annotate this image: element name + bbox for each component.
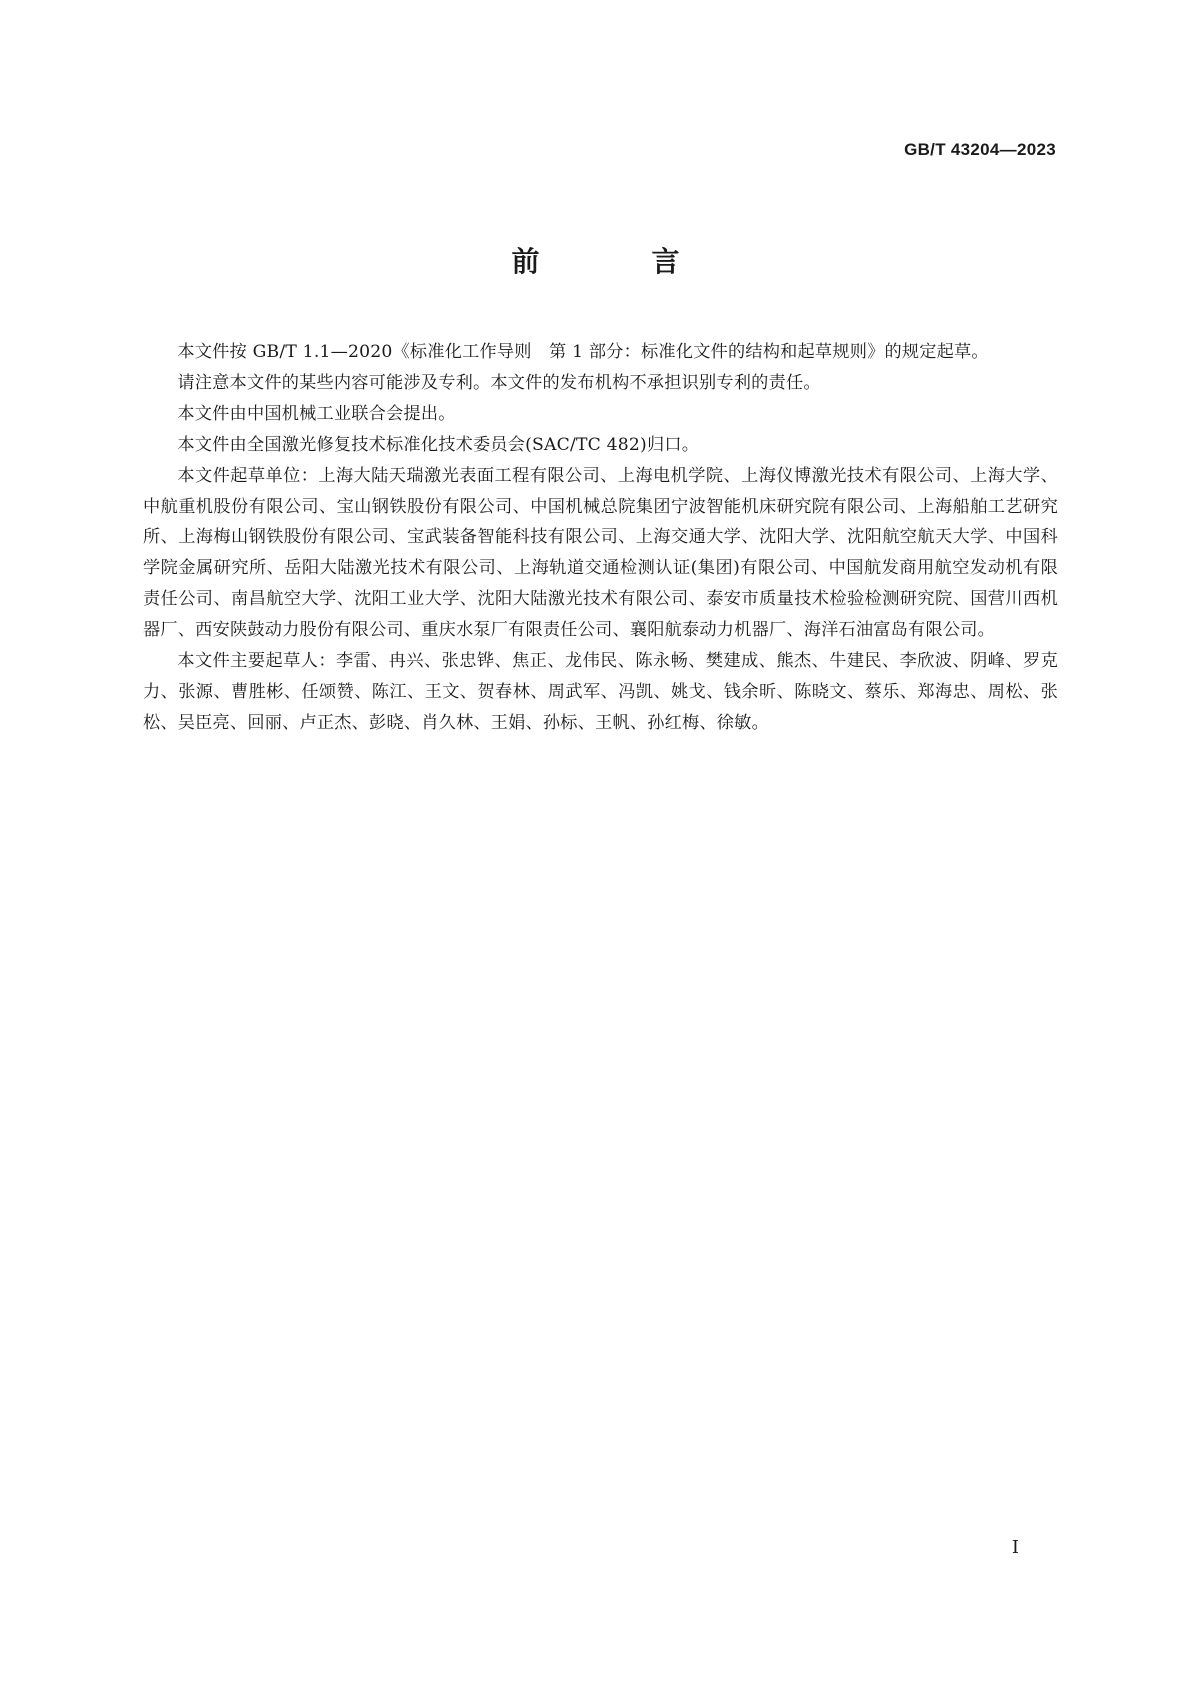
paragraph-drafting-units: 本文件起草单位：上海大陆天瑞激光表面工程有限公司、上海电机学院、上海仪博激光技术有限公司、上海大学、中航重机股份有限公司、宝山钢铁股份有限公司、中国机械总院集团宁波智能机床研究院有限公司、上海船舶工艺研究所、上海梅山钢铁股份有限公司、宝武装备智能科技有限公司、上海交通大学、沈阳大学、沈阳航空航天大学、中国科学院金属研究所、岳阳大陆激光技术有限公司、上海轨道交通检测认证(集团)有限公司、中国航发商用航空发动机有限责任公司、南昌航空大学、沈阳工业大学、沈阳大陆激光技术有限公司、泰安市质量技术检验检测研究院、国营川西机器厂、西安陕鼓动力股份有限公司、重庆水泵厂有限责任公司、襄阳航泰动力机器厂、海洋石油富岛有限公司。	[143, 465, 1058, 641]
page-number: I	[1011, 1537, 1019, 1558]
standard-code: GB/T 43204—2023	[904, 140, 1056, 159]
paragraph-proposer: 本文件由中国机械工业联合会提出。	[177, 403, 456, 424]
paragraph-drafting-rules: 本文件按 GB/T 1.1—2020《标准化工作导则 第 1 部分：标准化文件的结构和起草规则》的规定起草。	[177, 342, 989, 362]
paragraph-patent-notice: 请注意本文件的某些内容可能涉及专利。本文件的发布机构不承担识别专利的责任。	[177, 372, 821, 393]
paragraph-drafters: 本文件主要起草人：李雷、冉兴、张忠铧、焦正、龙伟民、陈永畅、樊建成、熊杰、牛建民、李欣波、阴峰、罗克力、张源、曹胜彬、任颂赞、陈江、王文、贺春林、周武军、冯凯、姚戈、钱余昕、陈晓文、蔡乐、郑海忠、周松、张松、吴臣亮、回丽、卢正杰、彭晓、肖久林、王娟、孙标、王帆、孙红梅、徐敏。	[143, 651, 1058, 733]
foreword-body	[143, 337, 1058, 739]
page-title: 前 言	[511, 245, 722, 278]
paragraph-committee: 本文件由全国激光修复技术标准化技术委员会(SAC/TC 482)归口。	[177, 434, 700, 455]
